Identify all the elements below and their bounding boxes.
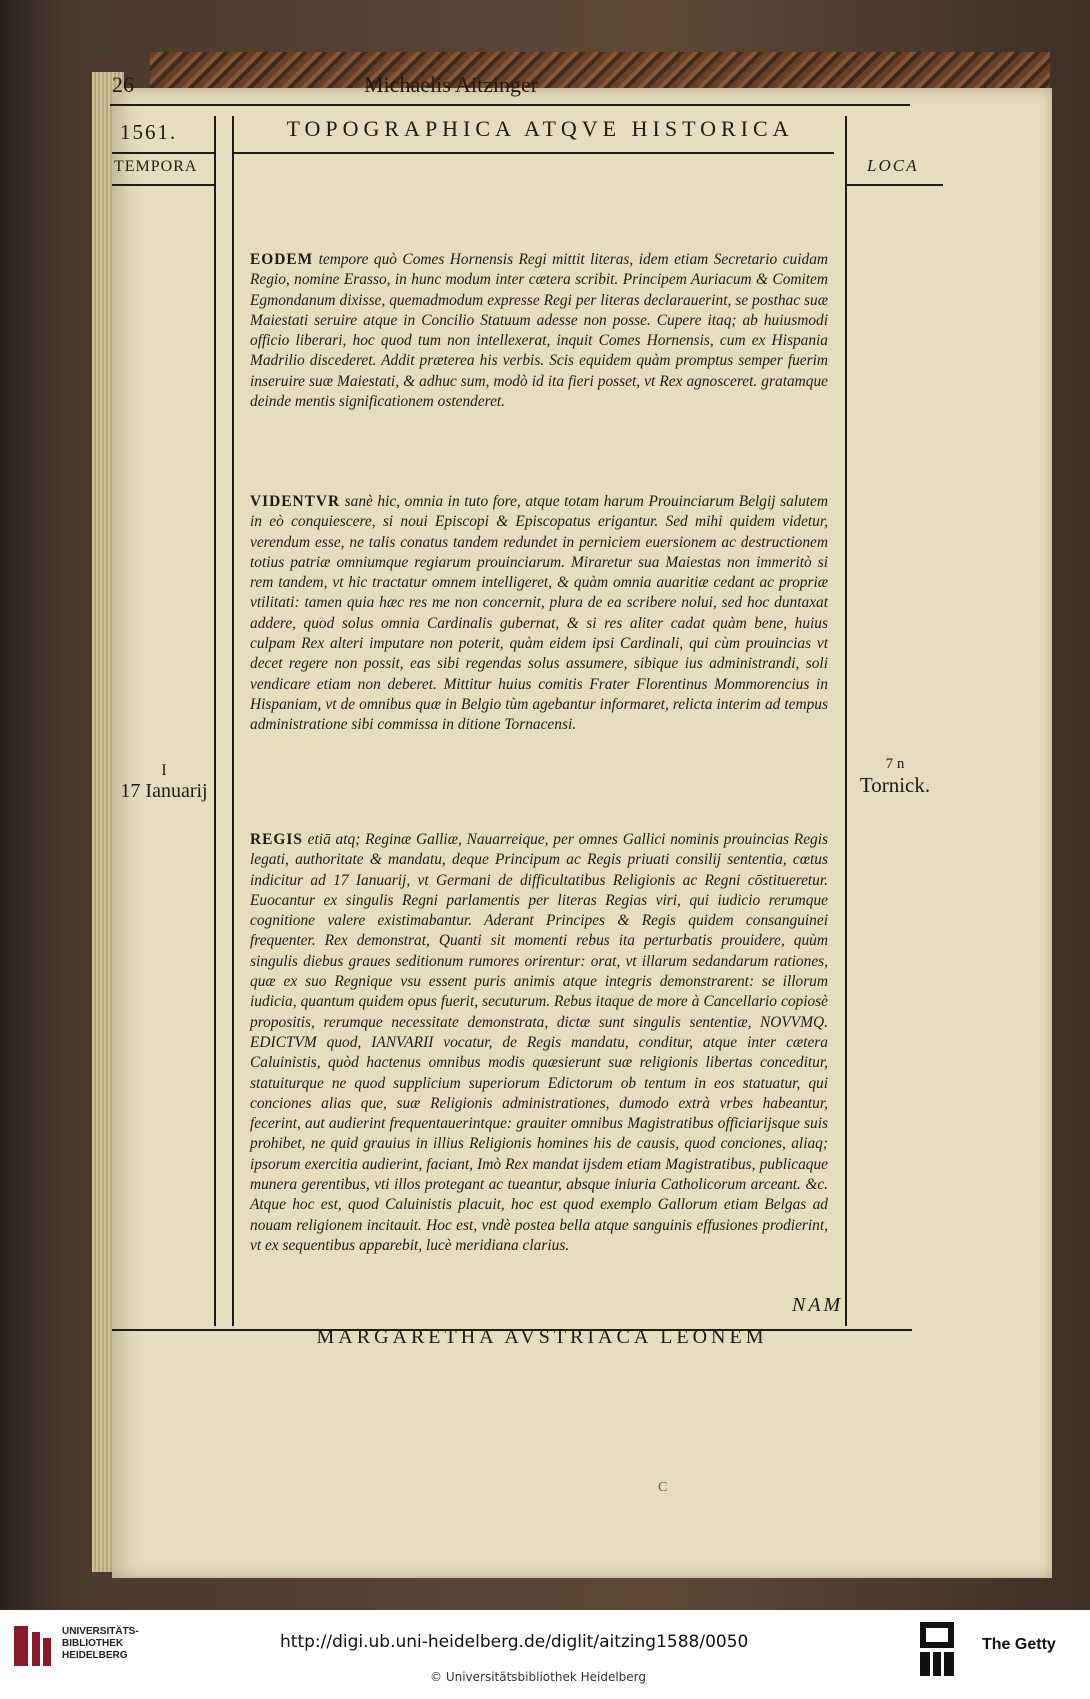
tempora-column (112, 116, 216, 1326)
loca-column (845, 116, 943, 1326)
marginal-note-place: Tornick. (859, 773, 931, 797)
library-name-line: HEIDELBERG (62, 1650, 128, 1661)
year-label: 1561. (120, 120, 178, 144)
library-name-line: BIBLIOTHEK (62, 1638, 124, 1649)
paragraph-lead: REGIS (250, 831, 303, 848)
date-marginal-note (116, 762, 212, 803)
bottom-catchline: MARGARETHA AVSTRIACA LEONEM (316, 1326, 768, 1348)
section-title: TOPOGRAPHICA ATQVE HISTORICA (286, 116, 794, 141)
paragraph-lead: EODEM (250, 251, 314, 268)
getty-name: The Getty (982, 1636, 1056, 1653)
paragraph-text: sanè hic, omnia in tuto fore, atque totam harum Prouinciarum Belgij salutem in eò conquiescere, si noui Episcopi & Episcopatus erigantur. Sed mihi quidem videtur, verendum esse, ne talis conatus tandem redundet in perniciem euersionem ac destructionem totius patriæ omniumque regiarum prouinciarum. Miraretur sua Maiestas non immeritò si rem tandem, vt hic tractatur omnem intelligeret, & quàm omnia auaritiæ cedant ac propriæ vtilitati: tamen quia hæc res me non concernit, plura de ea scribere nolui, sed hoc duntaxat addere, quod solus omnia Cardinalis gubernat, & si res aliter cadat quàm bene, huius culpam Rex alteri imputare non poterit, quàm eidem ipsi Cardinali, qui cùm prouincias vt decet regere non possit, eas sibi regendas solus assumere, sibique ius administrandi, soli vendicare etiam non deberet. Mittitur huius comitis Frater Florentinus Mommorencius in Hispaniam, vt de omnibus quæ in Belgio tùm agebantur informaret, relicta interim ad tempus administratione sibi commissa in ditione Tornacensi. (250, 493, 828, 734)
paragraph-text: tempore quò Comes Hornensis Regi mittit literas, idem etiam Secretario cuidam Regio, nomine Erasso, in hunc modum inter cætera scribit. Principem Auriacum & Comitem Egmondanum dixisse, quemadmodum expresse Regi per literas declarauerint, se posthac suæ Maiestati seruire atque in Concilio Statuum adesse non posse. Cupere itaq; ab huiusmodi officio liberari, hoc quod tum non intellexerat, inquit Comes Hornensis, cum ex Hispania Madrilio discederet. Addit præterea his verbis. Scis equidem quàm promptus semper fuerim inseruire suæ Maiestati, & adhuc sum, modò id ita fieri posset, vt Rex agnosceret. gratamque deinde mentis significationem ostenderet. (250, 251, 828, 411)
marginal-note-number: I (161, 762, 167, 779)
library-name (62, 1626, 139, 1662)
title-rule (232, 152, 834, 154)
author-name: Michaelis Aitzinger (364, 72, 539, 97)
running-head (112, 72, 812, 98)
permalink-url[interactable]: http://digi.ub.uni-heidelberg.de/diglit/aitzing1588/0050 (280, 1632, 749, 1652)
getty-logo-icon (918, 1620, 956, 1678)
paragraph-text: etiā atq; Reginæ Galliæ, Nauarreique, per omnes Gallici nominis prouincias Regis legati, authoritate & mandatu, deque Principum ac Regis priuati consilij sententia, cœtus indicitur ad 17 Ianuarij, vt Germani de difficultatibus Religionis ac Regni cōstitueretur. Euocantur ex singulis Regni parlamentis per literas Regias viri, qui iudicio rerumque cognitione valere existimabantur. Aderant Principes & Regis quidem consanguinei frequenter. Rex demonstrat, Quanti sit momenti rebus ita perturbatis prouidere, quùm singulis diebus graues seditionum rumores orirentur: orat, vt illarum sedandarum rationes, quæ ex suo Regnique vsu essent puris animis atque integris demonstrarent: se illorum iudicia, quantum quidem opus fuerit, secuturum. Rebus itaque de more à Cancellario copiosè propositis, rerumque necessitate demonstrata, dictæ sunt singulis sententiæ, NOVVMQ. EDICTVM quod, IANVARII vocatur, de Regis mandatu, conditur, atque inter cætera Caluinistis, quòd hactenus omnibus modis quæsierunt suæ religionis libertas conceditur, statuiturque ne quod supplicium superiorum Edictorum ob tentum in eos statuatur, qui conciones alias que, suæ Religionis administrationes, dumodo extrà vrbes habeantur, fecerint, aut audierint frequentauerintque: grauiter omnibus Magistratibus officiarijsque suis prohibet, ne quid grauius in illius Religionis homines his de causis, quod conciones, aliaq; ipsorum exercitia audierint, faciant, Imò Rex mandat ijsdem etiam Magistratibus, publicaque munera gerentibus, vti illos protegant ac tueantur, absque iniuria Catholicorum arceant. &c. Atque hoc est, quod Caluinistis placuit, hoc est quod exemplo Gallorum etiam Belgas ad nouam religionem incitauit. Hoc est, vndè postea bella atque sanguinis effusiones prodierint, vt ex sequentibus apparebit, lucè meridiana clarius. (250, 831, 828, 1254)
header-rule (110, 104, 910, 106)
tempora-label: TEMPORA (114, 158, 198, 175)
paragraph-lead: VIDENTVR (250, 493, 341, 510)
paragraph-eodem (250, 250, 828, 412)
university-library-logo-icon (12, 1624, 54, 1670)
page-number: 26 (112, 72, 134, 97)
paragraph-regis (250, 830, 828, 1256)
marginal-note-date: 17 Ianuarij (120, 780, 208, 802)
copyright-notice: © Universitätsbibliothek Heidelberg (430, 1670, 647, 1684)
library-name-line: UNIVERSITÄTS- (62, 1626, 139, 1637)
loca-rule (847, 184, 943, 186)
year-rule (112, 152, 214, 154)
catchword: NAM (792, 1294, 844, 1316)
viewer-footer (0, 1610, 1090, 1699)
paragraph-videntur (250, 492, 828, 736)
tempora-rule (112, 184, 214, 186)
page-mark: C (658, 1480, 668, 1495)
place-marginal-note (848, 756, 942, 798)
loca-label: LOCA (867, 156, 919, 175)
text-frame (112, 116, 942, 1326)
marginal-note-number: 7 n (885, 756, 905, 772)
